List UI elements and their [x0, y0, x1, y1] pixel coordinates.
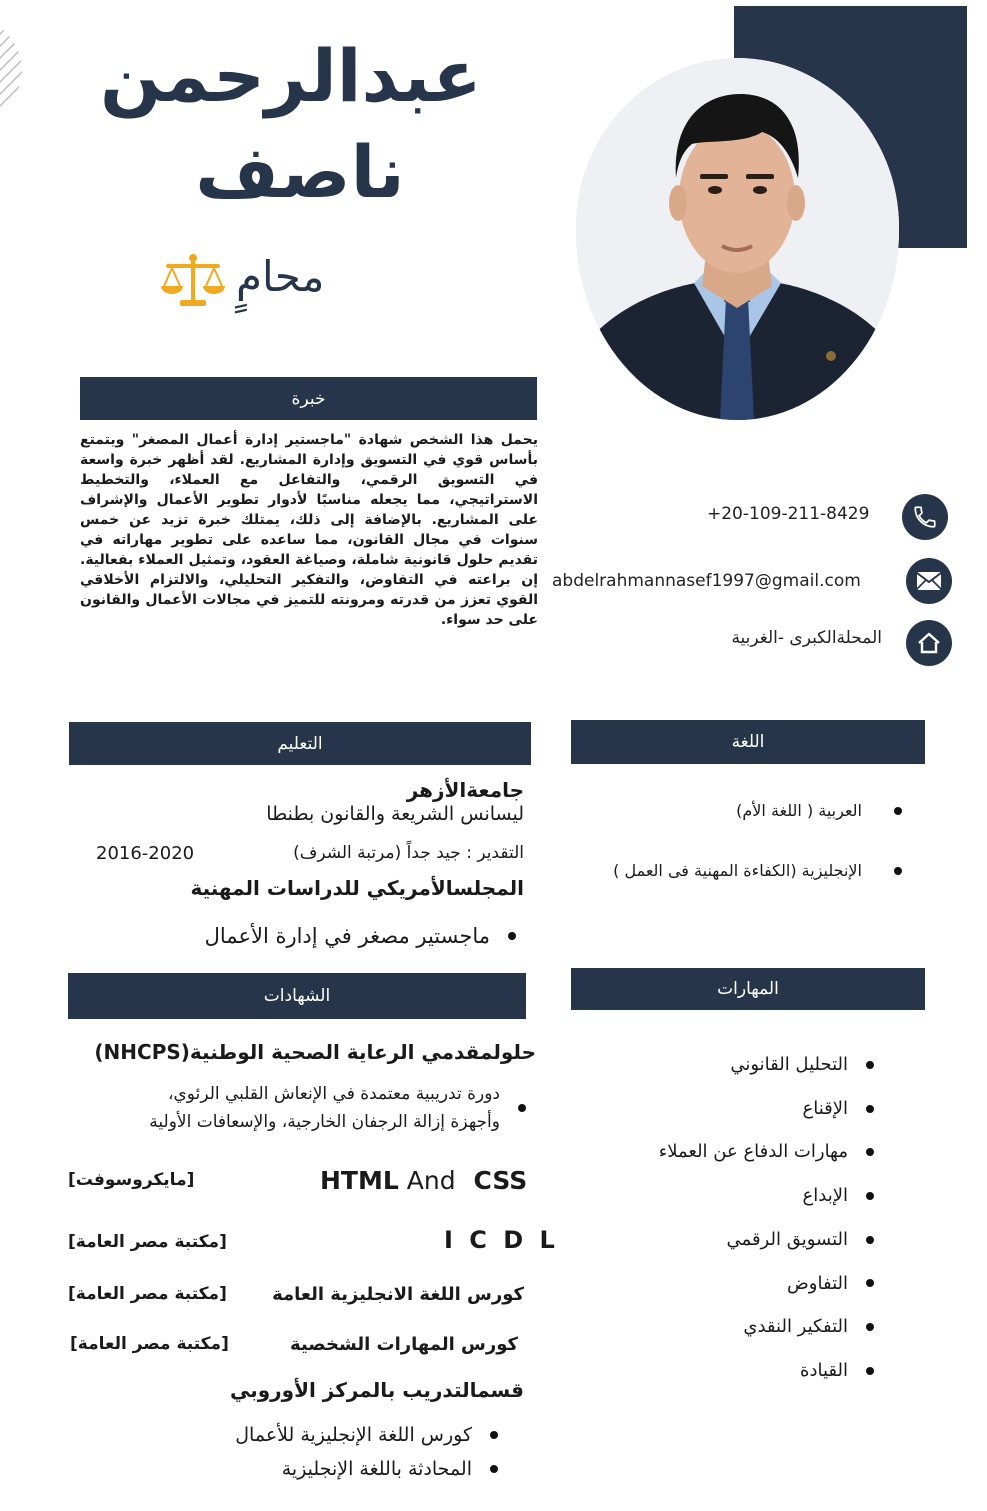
- nhcps-desc-line2: وأجهزة إزالة الرجفان الخارجية، والإسعافات الأولية: [149, 1112, 500, 1132]
- html-css-cert: [320, 1166, 527, 1195]
- css-label: CSS: [473, 1166, 528, 1195]
- education-title: التعليم: [277, 733, 323, 754]
- list-item: التحليل القانوني: [600, 1043, 878, 1087]
- list-item: التفاوض: [600, 1262, 878, 1306]
- address: المحلةالكبرى -الغربية: [731, 628, 882, 648]
- certificates-title: الشهادات: [263, 986, 331, 1006]
- icdl-issuer: [مكتبة مصر العامة]: [68, 1232, 227, 1252]
- nhcps-title: حلولمقدمي الرعاية الصحية الوطنية(NHCPS): [94, 1040, 536, 1064]
- nhcps-desc-line1: دورة تدريبية معتمدة في الإنعاش القلبي الرئوي،: [168, 1084, 500, 1104]
- scales-icon: [158, 252, 228, 312]
- icdl-cert: I C D L: [444, 1226, 559, 1254]
- html-label: HTML: [320, 1166, 399, 1195]
- and-label: And: [406, 1166, 456, 1195]
- list-item: الإنجليزية (الكفاءة المهنية فى العمل ): [560, 856, 906, 886]
- skills-issuer: [مكتبة مصر العامة]: [70, 1334, 229, 1354]
- list-item: العربية ( اللغة الأم): [560, 796, 906, 826]
- education-years: 2016-2020: [96, 843, 195, 864]
- skills-header: [571, 968, 925, 1010]
- skills-course: كورس المهارات الشخصية: [290, 1334, 518, 1355]
- institute-list: [120, 924, 520, 948]
- job-title: محامٍ: [236, 252, 325, 301]
- phone-number: +20-109-211-8429: [707, 504, 870, 524]
- english-issuer: [مكتبة مصر العامة]: [68, 1284, 227, 1304]
- skills-title: المهارات: [717, 979, 779, 999]
- languages-header: [571, 720, 925, 764]
- list-item: القيادة: [600, 1349, 878, 1393]
- university-name: جامعةالأزهر: [406, 778, 524, 802]
- english-course: كورس اللغة الانجليزية العامة: [272, 1284, 524, 1305]
- list-item: الإبداع: [600, 1174, 878, 1218]
- list-item: التفكير النقدي: [600, 1305, 878, 1349]
- list-item: [60, 1080, 530, 1136]
- mail-icon: [906, 558, 952, 604]
- profile-photo: [576, 58, 899, 420]
- education-header: [69, 722, 531, 765]
- decorative-hatch: [0, 10, 24, 130]
- experience-summary: يحمل هذا الشخص شهادة "ماجستير إدارة أعمال المصغر" ويتمتع بأساس قوي في التسويق وإدارة المشاريع. لقد أظهر خبرة واسعة في التسويق الرقمي، والتفاعل مع العملاء، والتخطيط الاستراتيجي، مما يجعله مناسبًا لأدوار تطوير الأعمال والإشراف على المشاريع. بالإضافة إلى ذلك، يمتلك خبرة تزيد عن خمس سنوات في مجال القانون، مما ساعده على تطوير مهاراته في تقديم حلول قانونية شاملة، وصياغة العقود، وتمثيل العملاء بفعالية. إن براعته في التفاوض، والتفكير التحليلي، والالتزام الأخلاقي القوي تعزز من قدرته ومرونته للتميز في مجالات الأعمال والقانون على حد سواء.: [80, 432, 538, 628]
- degree: ليسانس الشريعة والقانون بطنطا: [266, 803, 524, 825]
- nhcps-list: [60, 1080, 530, 1136]
- languages-list: [560, 796, 906, 886]
- list-item: المحادثة باللغة الإنجليزية: [150, 1452, 502, 1486]
- list-item: ماجستير مصغر في إدارة الأعمال: [120, 924, 520, 948]
- grade: التقدير : جيد جداً (مرتبة الشرف): [293, 843, 524, 863]
- languages-title: اللغة: [731, 732, 765, 752]
- list-item: كورس اللغة الإنجليزية للأعمال: [150, 1418, 502, 1452]
- home-icon: [906, 620, 952, 666]
- name-last: ناصف: [195, 130, 405, 214]
- institute-name: المجلسالأمريكي للدراسات المهنية: [190, 876, 524, 900]
- email-address[interactable]: abdelrahmannasef1997@gmail.com: [552, 571, 861, 591]
- list-item: مهارات الدفاع عن العملاء: [600, 1130, 878, 1174]
- phone-icon: [902, 494, 948, 540]
- european-title: قسمالتدريب بالمركز الأوروبي: [229, 1378, 524, 1402]
- experience-header: [80, 377, 537, 420]
- html-css-issuer: [مايكروسوفت]: [68, 1170, 195, 1190]
- experience-title: خبرة: [291, 388, 326, 409]
- list-item: التسويق الرقمي: [600, 1218, 878, 1262]
- skills-list: [600, 1043, 878, 1393]
- list-item: الإقناع: [600, 1087, 878, 1131]
- name-first: عبدالرحمن: [100, 34, 482, 118]
- certificates-header: [68, 973, 526, 1019]
- european-list: [150, 1418, 502, 1486]
